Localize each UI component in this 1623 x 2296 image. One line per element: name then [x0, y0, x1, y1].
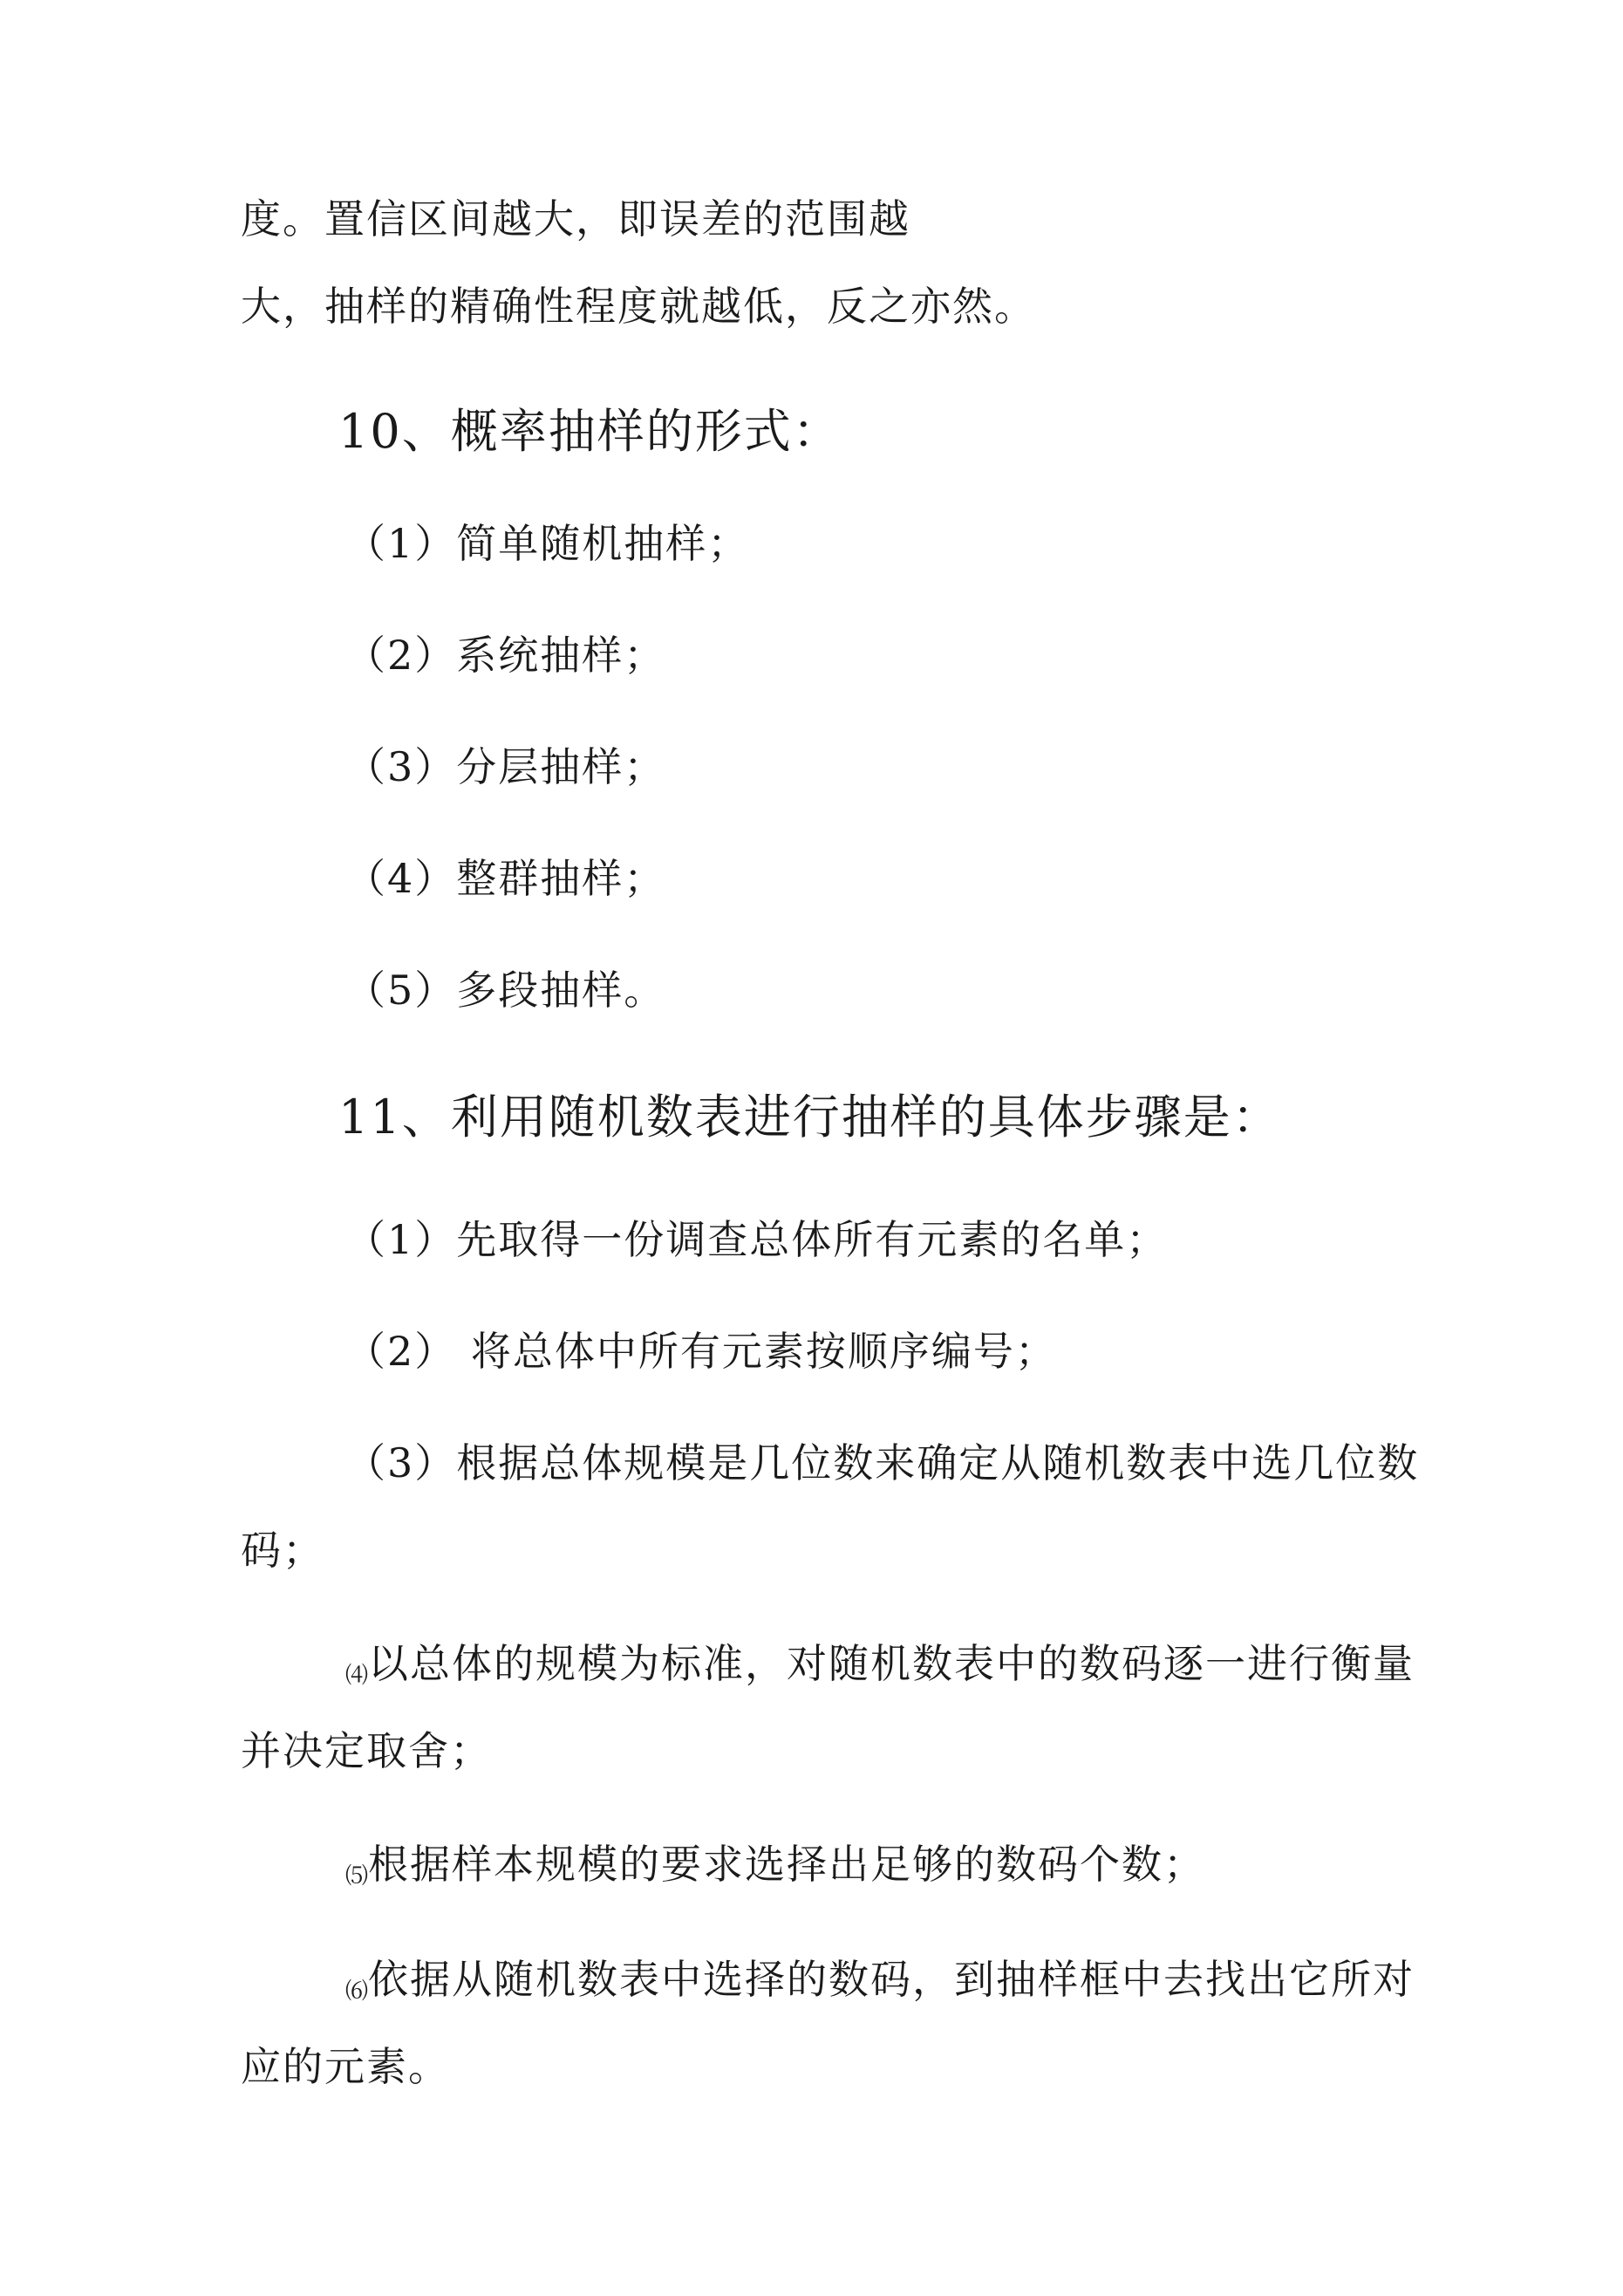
list-item: （1）简单随机抽样；: [345, 520, 750, 567]
step-6-text: 依据从随机数表中选择的数码，到抽样框中去找出它所对: [368, 1956, 1415, 2003]
step-3-line-1: （3）根据总体规模是几位数来确定从随机数表中选几位数: [345, 1439, 1420, 1486]
step-6-line-2: 应的元素。: [241, 2043, 450, 2090]
list-item: （3）分层抽样；: [345, 743, 666, 790]
intro-line-2: 大，抽样的精确性程度就越低，反之亦然。: [241, 283, 1036, 330]
step-5-number: ⑸: [345, 1863, 369, 1889]
list-item: （5）多段抽样。: [345, 967, 666, 1014]
step-4-number: ⑷: [345, 1663, 369, 1689]
step-6-number: ⑹: [345, 1978, 369, 2005]
list-item: （4）整群抽样；: [345, 855, 666, 902]
intro-line-1: 度。置信区间越大，即误差的范围越: [241, 195, 910, 243]
section-10-heading: 10、概率抽样的形式：: [338, 404, 842, 459]
step-1: （1）先取得一份调查总体所有元素的名单；: [345, 1216, 1169, 1263]
step-6-line-1: [345, 1956, 1415, 2005]
step-5-text: 根据样本规模的要求选择出足够的数码个数；: [368, 1841, 1206, 1888]
step-4-line-1: [345, 1640, 1415, 1689]
step-4-text: 以总体的规模为标准，对随机数表中的数码逐一进行衡量: [368, 1640, 1415, 1687]
list-item: （2）系统抽样；: [345, 632, 666, 679]
step-2: （2） 将总体中所有元素按顺序编号；: [345, 1328, 1057, 1375]
section-11-heading: 11、利用随机数表进行抽样的具体步骤是：: [338, 1090, 1281, 1145]
step-4-line-2: 并决定取舍；: [241, 1727, 492, 1774]
step-3-line-2: 码；: [241, 1527, 324, 1574]
step-5-line-1: [345, 1841, 1206, 1889]
